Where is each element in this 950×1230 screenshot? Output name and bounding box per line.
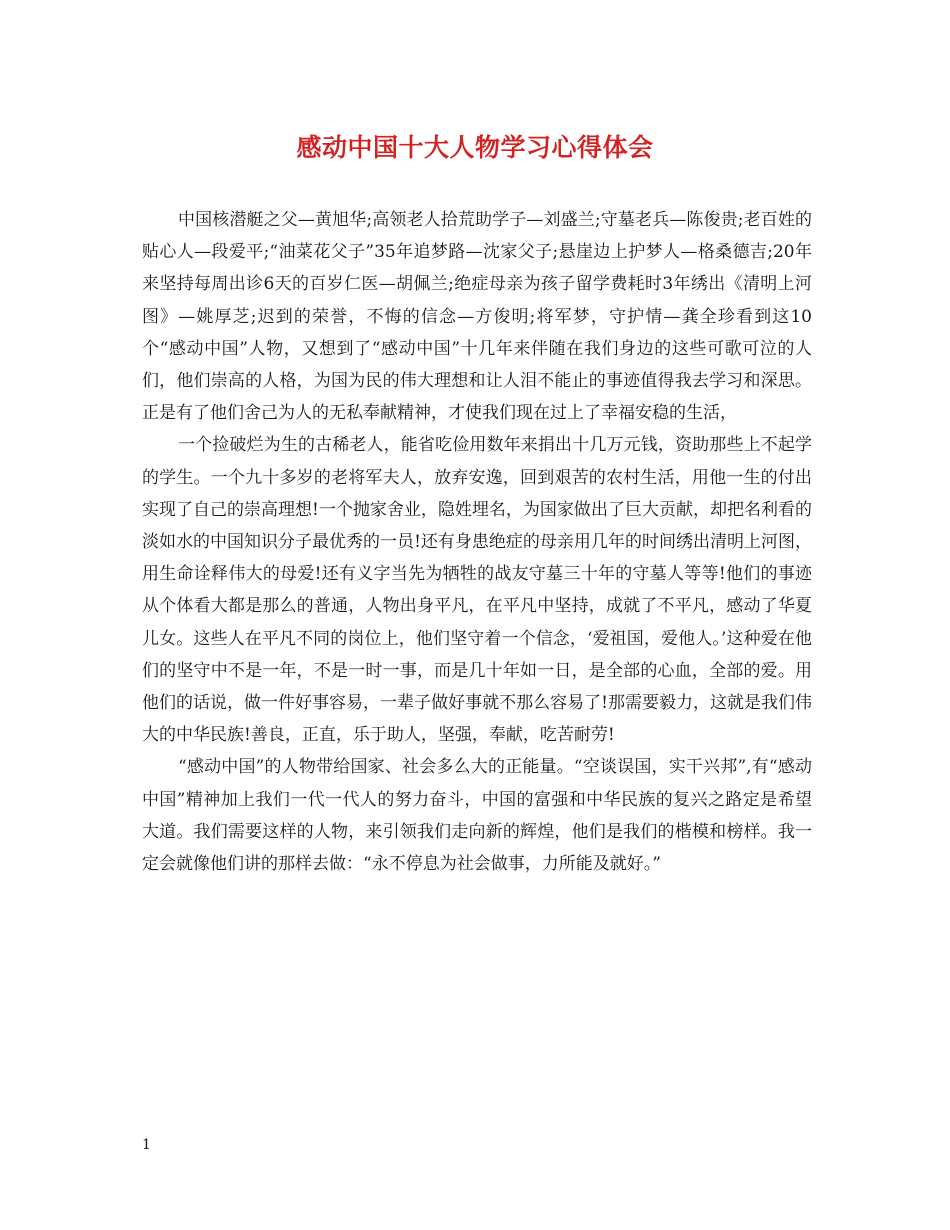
document-body (142, 204, 812, 880)
document-title: 感动中国十大人物学习心得体会 (296, 133, 654, 162)
page-number: 1 (142, 1137, 151, 1153)
paragraph-3: “感动中国”的人物带给国家、社会多么大的正能量。“空谈误国，实干兴邦”,有“感动中国”精神加上我们一代一代人的努力奋斗，中国的富强和中华民族的复兴之路定是希望大道。我们需要这样的人物，来引领我们走向新的辉煌，他们是我们的楷模和榜样。我一定会就像他们讲的那样去做：“永不停息为社会做事，力所能及就好。” (142, 757, 812, 875)
paragraph-2: 一个捡破烂为生的古稀老人，能省吃俭用数年来捐出十几万元钱，资助那些上不起学的学生。一个九十多岁的老将军夫人，放弃安逸，回到艰苦的农村生活，用他一生的付出实现了自己的崇高理想!一个抛家舍业，隐姓埋名，为国家做出了巨大贡献，却把名利看的淡如水的中国知识分子最优秀的一员!还有身患绝症的母亲用几年的时间绣出清明上河图，用生命诠释伟大的母爱!还有义字当先为牺牲的战友守墓三十年的守墓人等等!他们的事迹从个体看大都是那么的普通，人物出身平凡，在平凡中坚持，成就了不平凡，感动了华夏儿女。这些人在平凡不同的岗位上，他们坚守着一个信念，‘爱祖国，爱他人。’这种爱在他们的坚守中不是一年，不是一时一事，而是几十年如一日，是全部的心血，全部的爱。用他们的话说，做一件好事容易，一辈子做好事就不那么容易了!那需要毅力，这就是我们伟大的中华民族!善良，正直，乐于助人，坚强，奉献，吃苦耐劳! (142, 435, 812, 746)
paragraph-1: 中国核潜艇之父—黄旭华;高领老人拾荒助学子—刘盛兰;守墓老兵—陈俊贵;老百姓的贴心人—段爱平;“油菜花父子”35年追梦路—沈家父子;悬崖边上护梦人—格桑德吉;20年来坚持每周出诊6天的百岁仁医—胡佩兰;绝症母亲为孩子留学费耗时3年绣出《清明上河图》—姚厚芝;迟到的荣誉，不悔的信念—方俊明;将军梦，守护情—龚全珍看到这10个“感动中国”人物，又想到了“感动中国”十几年来伴随在我们身边的这些可歌可泣的人们，他们崇高的人格，为国为民的伟大理想和让人泪不能止的事迹值得我去学习和深思。正是有了他们舍己为人的无私奉献精神，才使我们现在过上了幸福安稳的生活， (142, 210, 812, 424)
